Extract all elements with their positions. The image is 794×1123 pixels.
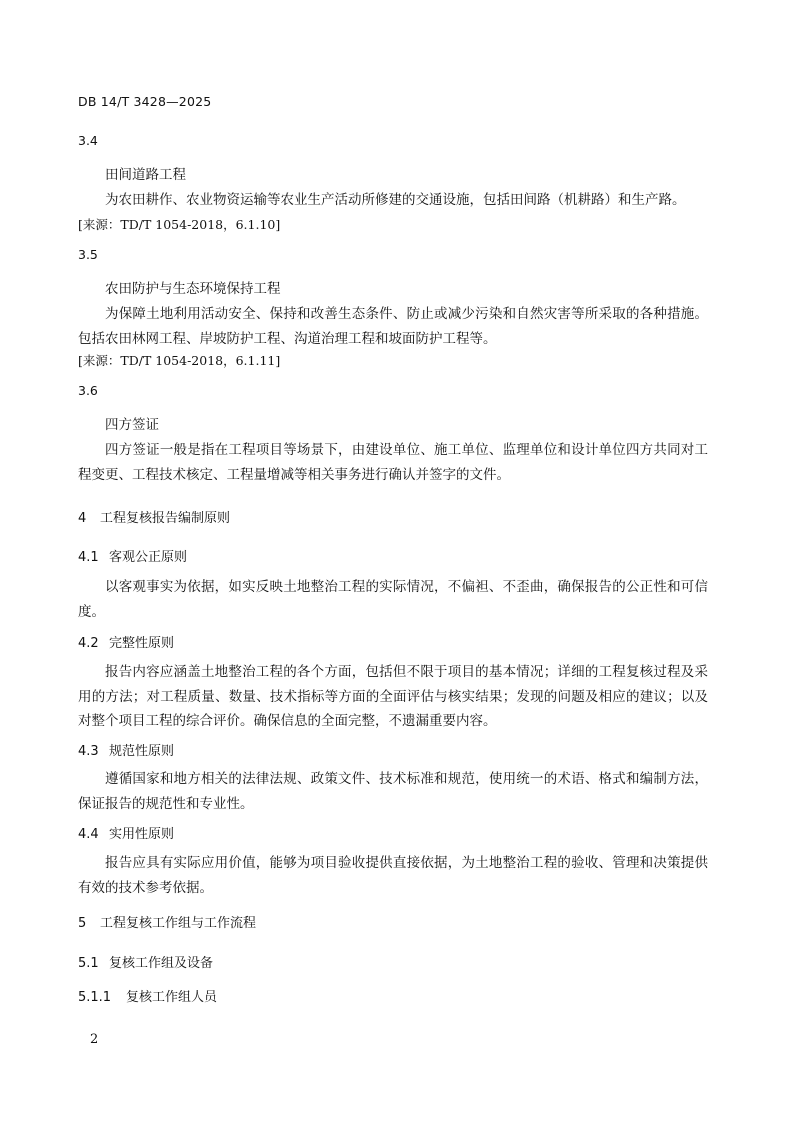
clause-title: 实用性原则 bbox=[109, 827, 175, 842]
clause-number: 4.1 bbox=[78, 550, 99, 565]
clause-text: 以客观事实为依据，如实反映土地整治工程的实际情况，不偏袒、不歪曲，确保报告的公正性和可信度。 bbox=[78, 579, 708, 620]
clause-number: 4.4 bbox=[78, 827, 99, 842]
clause-heading-4-1 bbox=[78, 546, 187, 565]
clause-text: 报告内容应涵盖土地整治工程的各个方面，包括但不限于项目的基本情况；详细的工程复核过程及采用的方法；对工程质量、数量、技术指标等方面的全面评估与核实结果；发现的问题及相应的建议；以及对整个项目工程的综合评价。确保信息的全面完整，不遗漏重要内容。 bbox=[78, 664, 708, 729]
standard-code-header: DB 14/T 3428—2025 bbox=[78, 94, 212, 109]
clause-number: 4.2 bbox=[78, 636, 99, 651]
clause-number: 4.3 bbox=[78, 744, 99, 759]
page-number: 2 bbox=[90, 1032, 99, 1047]
clause-heading-5-1-1 bbox=[78, 986, 217, 1005]
term-definition: 为保障土地利用活动安全、保持和改善生态条件、防止或减少污染和自然灾害等所采取的各种措施。包括农田林网工程、岸坡防护工程、沟道治理工程和坡面防护工程等。 bbox=[78, 306, 708, 347]
clause-title: 复核工作组人员 bbox=[126, 990, 218, 1005]
clause-text: 遵循国家和地方相关的法律法规、政策文件、技术标准和规范，使用统一的术语、格式和编制方法，保证报告的规范性和专业性。 bbox=[78, 771, 708, 812]
section-heading-4 bbox=[78, 507, 230, 526]
clause-heading-5-1 bbox=[78, 952, 213, 971]
clause-heading-4-4 bbox=[78, 823, 174, 842]
term-name: 四方签证 bbox=[105, 417, 159, 433]
section-number: 4 bbox=[78, 511, 87, 526]
clause-title: 规范性原则 bbox=[109, 744, 175, 759]
section-title: 工程复核报告编制原则 bbox=[100, 511, 231, 526]
clause-text: 报告应具有实际应用价值，能够为项目验收提供直接依据，为土地整治工程的验收、管理和决策提供有效的技术参考依据。 bbox=[78, 855, 708, 896]
section-title: 工程复核工作组与工作流程 bbox=[100, 916, 257, 931]
section-heading-5 bbox=[78, 912, 256, 931]
term-source: [来源：TD/T 1054-2018，6.1.10] bbox=[78, 217, 281, 232]
term-name: 农田防护与生态环境保持工程 bbox=[105, 281, 281, 297]
clause-title: 客观公正原则 bbox=[109, 550, 188, 565]
clause-title: 复核工作组及设备 bbox=[109, 956, 214, 971]
term-number: 3.5 bbox=[78, 247, 98, 262]
term-number: 3.6 bbox=[78, 383, 98, 398]
term-source: [来源：TD/T 1054-2018，6.1.11] bbox=[78, 353, 281, 368]
section-number: 5 bbox=[78, 916, 87, 931]
term-definition: 四方签证一般是指在工程项目等场景下，由建设单位、施工单位、监理单位和设计单位四方共同对工程变更、工程技术核定、工程量增减等相关事务进行确认并签字的文件。 bbox=[78, 442, 708, 483]
clause-number: 5.1 bbox=[78, 956, 99, 971]
clause-heading-4-3 bbox=[78, 740, 174, 759]
clause-title: 完整性原则 bbox=[109, 636, 175, 651]
term-number: 3.4 bbox=[78, 133, 98, 148]
clause-heading-4-2 bbox=[78, 632, 174, 651]
term-definition: 为农田耕作、农业物资运输等农业生产活动所修建的交通设施，包括田间路（机耕路）和生产路。 bbox=[105, 192, 686, 208]
clause-number: 5.1.1 bbox=[78, 990, 112, 1005]
term-name: 田间道路工程 bbox=[105, 167, 186, 183]
